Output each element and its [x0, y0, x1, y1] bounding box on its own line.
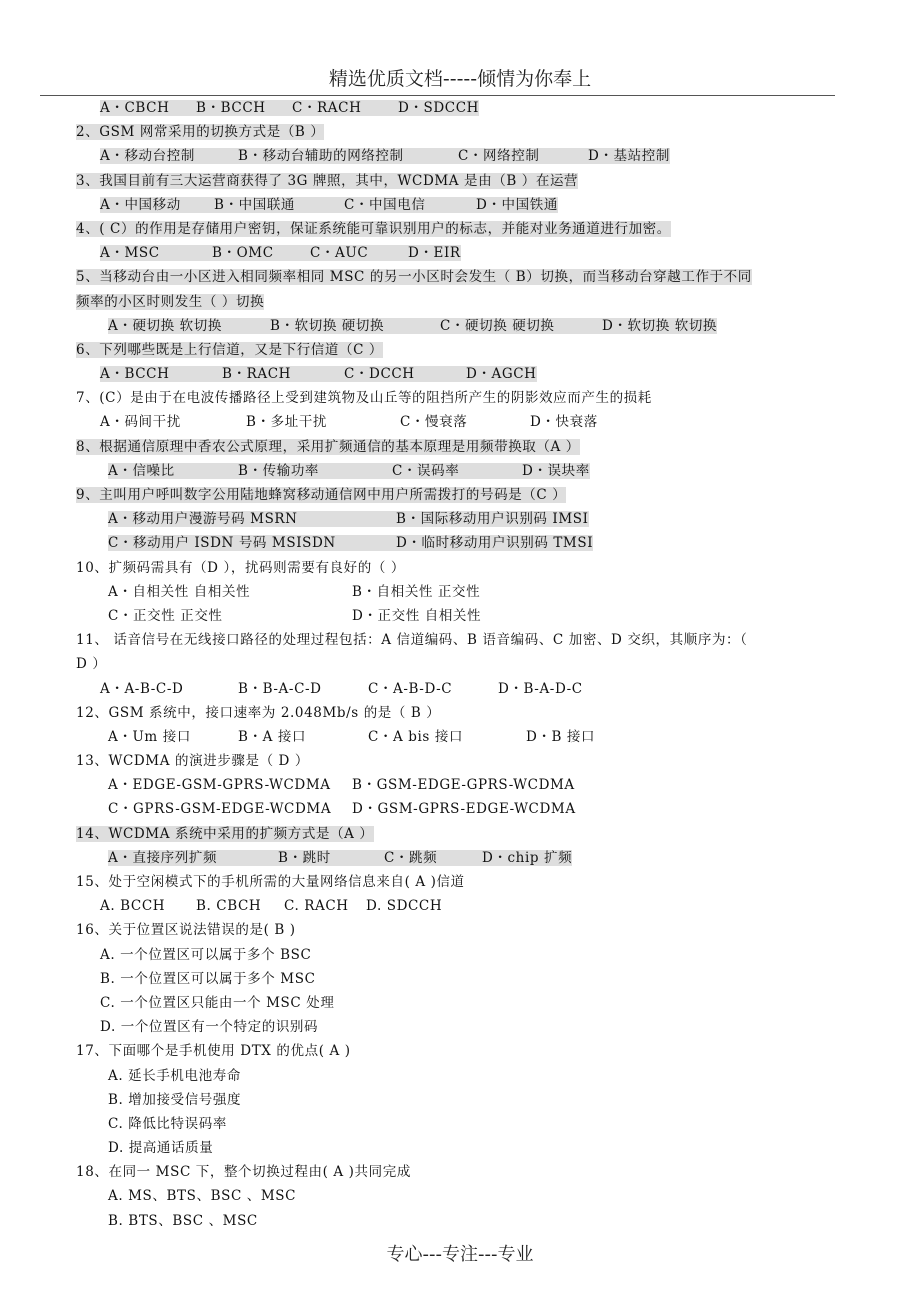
option: C・慢衰落	[400, 414, 468, 431]
question-13	[76, 749, 846, 773]
option: C. 降低比特误码率	[108, 1115, 227, 1132]
option: D・B 接口	[526, 728, 596, 745]
question-9	[76, 483, 846, 507]
option: B・国际移动用户识别码 IMSI	[396, 511, 589, 528]
option: C・A-B-D-C	[368, 680, 453, 697]
option: A・MSC	[100, 245, 160, 262]
option: A・中国移动	[100, 196, 181, 213]
question-13-options-row1	[76, 773, 846, 797]
option: B・A 接口	[238, 728, 307, 745]
option: D・GSM-GPRS-EDGE-WCDMA	[352, 801, 576, 818]
option: B. 增加接受信号强度	[108, 1091, 242, 1108]
question-7	[76, 386, 846, 410]
question-18	[76, 1160, 846, 1184]
option: D・快衰落	[530, 414, 598, 431]
option: D・临时移动用户识别码 TMSI	[396, 535, 594, 552]
question-17-option-a	[76, 1064, 846, 1088]
option: A・移动用户漫游号码 MSRN	[108, 511, 298, 528]
question-3	[76, 169, 846, 193]
option: A. 延长手机电池寿命	[108, 1067, 241, 1084]
option: A・码间干扰	[100, 414, 181, 431]
question-4-options	[76, 241, 846, 265]
option: B・自相关性 正交性	[352, 583, 481, 600]
option: C・AUC	[310, 245, 369, 262]
option: B・中国联通	[214, 196, 296, 213]
option: C・硬切换 硬切换	[440, 317, 555, 334]
question-5-continued	[76, 290, 846, 314]
option: C・GPRS-GSM-EDGE-WCDMA	[108, 801, 332, 818]
question-10-options-row1	[76, 580, 846, 604]
question-7-options	[76, 410, 846, 434]
option: A・信噪比	[108, 462, 175, 479]
option: B・BCCH	[196, 100, 266, 116]
question-2-options	[76, 144, 846, 168]
question-stem: 11、 话音信号在无线接口路径的处理过程包括：A 信道编码、B 语音编码、C 加密、D 交织，其顺序为：（	[76, 632, 748, 649]
option: B・跳时	[278, 849, 331, 866]
question-1-options	[76, 96, 846, 120]
question-8-options	[76, 459, 846, 483]
option: A・Um 接口	[108, 728, 191, 745]
option: D. SDCCH	[366, 898, 443, 915]
question-12-options	[76, 725, 846, 749]
option: A・硬切换 软切换	[108, 317, 222, 334]
question-17-option-d	[76, 1136, 846, 1160]
page-footer: 专心---专注---专业	[386, 1244, 534, 1265]
question-15-options	[76, 894, 846, 918]
option: B. BTS、BSC 、MSC	[108, 1212, 258, 1229]
question-stem: 9、主叫用户呼叫数字公用陆地蜂窝移动通信网中用户所需拨打的号码是（C ）	[76, 487, 567, 503]
option: A・自相关性 自相关性	[108, 583, 251, 600]
option: D・chip 扩频	[482, 849, 573, 866]
question-9-options-row1	[76, 507, 846, 531]
option: B・多址干扰	[246, 414, 328, 431]
question-5-options	[76, 314, 846, 338]
question-stem: 13、WCDMA 的演进步骤是（ D ）	[76, 753, 309, 770]
option: C・DCCH	[344, 366, 415, 383]
question-11	[76, 628, 846, 652]
option: A・A-B-C-D	[100, 680, 184, 697]
option: D・AGCH	[466, 366, 537, 383]
option: A・EDGE-GSM-GPRS-WCDMA	[108, 777, 331, 794]
question-stem: 15、处于空闲模式下的手机所需的大量网络信息来自( A )信道	[76, 874, 465, 890]
question-17-option-c	[76, 1112, 846, 1136]
question-stem: 2、GSM 网常采用的切换方式是（B ）	[76, 124, 325, 141]
option: C. RACH	[284, 898, 349, 915]
question-9-options-row2	[76, 531, 846, 555]
option: D. 一个位置区有一个特定的识别码	[100, 1019, 319, 1036]
option: C・移动用户 ISDN 号码 MSISDN	[108, 535, 336, 552]
question-13-options-row2	[76, 797, 846, 821]
option: D・误块率	[522, 462, 590, 479]
option: D・中国铁通	[476, 196, 558, 213]
question-2	[76, 120, 846, 144]
question-5	[76, 265, 846, 289]
option: D・B-A-D-C	[498, 680, 583, 697]
question-stem: 5、当移动台由一小区进入相同频率相同 MSC 的另一小区时会发生（ B）切换，而当移动台穿越工作于不同	[76, 269, 752, 286]
question-stem: D ）	[76, 656, 107, 673]
question-17	[76, 1039, 846, 1063]
option: B・OMC	[212, 245, 274, 262]
question-16-option-b	[76, 967, 846, 991]
question-stem: 3、我国目前有三大运营商获得了 3G 牌照，其中，WCDMA 是由（B ）在运营	[76, 172, 579, 189]
option: C・误码率	[392, 462, 460, 479]
option: C・正交性 正交性	[108, 607, 223, 624]
option: C・中国电信	[344, 196, 426, 213]
option: B・B-A-C-D	[238, 680, 322, 697]
question-stem: 8、根据通信原理中香农公式原理，采用扩频通信的基本原理是用频带换取（A ）	[76, 438, 580, 455]
option: A. 一个位置区可以属于多个 BSC	[100, 946, 312, 963]
option: D・软切换 软切换	[602, 317, 718, 334]
option: D・基站控制	[588, 148, 670, 165]
option: B・RACH	[222, 366, 292, 383]
question-11-options	[76, 677, 846, 701]
option: D・EIR	[408, 245, 461, 262]
question-16-option-a	[76, 943, 846, 967]
option: C・网络控制	[458, 148, 540, 165]
question-12	[76, 701, 846, 725]
option: B・软切换 硬切换	[270, 317, 385, 334]
option: D. 提高通话质量	[108, 1140, 214, 1157]
question-16	[76, 918, 846, 942]
document-body	[76, 96, 846, 1233]
question-16-option-c	[76, 991, 846, 1015]
question-10-options-row2	[76, 604, 846, 628]
question-8	[76, 435, 846, 459]
question-stem: 12、GSM 系统中，接口速率为 2.048Mb/s 的是（ B ）	[76, 704, 441, 721]
question-15	[76, 870, 846, 894]
question-stem: 10、扩频码需具有（D ），扰码则需要有良好的（ ）	[76, 559, 405, 576]
option: A・直接序列扩频	[108, 849, 218, 866]
question-stem: 17、下面哪个是手机使用 DTX 的优点( A )	[76, 1043, 351, 1060]
question-14	[76, 822, 846, 846]
option: C. 一个位置区只能由一个 MSC 处理	[100, 994, 335, 1011]
question-6	[76, 338, 846, 362]
page-header: 精选优质文档-----倾情为你奉上	[328, 68, 592, 90]
question-stem: 14、WCDMA 系统中采用的扩频方式是（A ）	[76, 825, 374, 842]
question-18-option-a	[76, 1184, 846, 1208]
question-stem: 18、在同一 MSC 下，整个切换过程由( A )共同完成	[76, 1164, 411, 1181]
question-3-options	[76, 193, 846, 217]
question-stem: 6、下列哪些既是上行信道，又是下行信道（C ）	[76, 341, 384, 358]
question-4	[76, 217, 846, 241]
option: D・正交性 自相关性	[352, 607, 482, 624]
option: B・移动台辅助的网络控制	[238, 148, 404, 165]
option: A・移动台控制	[100, 148, 195, 165]
question-16-option-d	[76, 1015, 846, 1039]
question-10	[76, 556, 846, 580]
option: A・BCCH	[100, 366, 170, 383]
option: D・SDCCH	[398, 100, 480, 116]
question-18-option-b	[76, 1209, 846, 1233]
question-6-options	[76, 362, 846, 386]
question-14-options	[76, 846, 846, 870]
question-stem: 7、(C）是由于在电波传播路径上受到建筑物及山丘等的阻挡所产生的阴影效应而产生的损耗	[76, 390, 652, 407]
question-stem: 4、( C）的作用是存储用户密钥，保证系统能可靠识别用户的标志，并能对业务通道进行加密。	[76, 220, 671, 237]
question-17-option-b	[76, 1088, 846, 1112]
question-11-continued	[76, 652, 846, 676]
option: B. CBCH	[196, 898, 262, 915]
option: B・GSM-EDGE-GPRS-WCDMA	[352, 777, 575, 794]
option: A. BCCH	[100, 898, 166, 915]
option: C・RACH	[292, 100, 362, 116]
option: B. 一个位置区可以属于多个 MSC	[100, 970, 316, 987]
option: C・跳频	[384, 849, 438, 866]
option: A・CBCH	[100, 100, 170, 116]
option: C・A bis 接口	[368, 728, 464, 745]
option: B・传输功率	[238, 462, 320, 479]
question-stem: 频率的小区时则发生（ ）切换	[76, 293, 265, 310]
option: A. MS、BTS、BSC 、MSC	[108, 1188, 297, 1205]
question-stem: 16、关于位置区说法错误的是( B )	[76, 922, 296, 939]
